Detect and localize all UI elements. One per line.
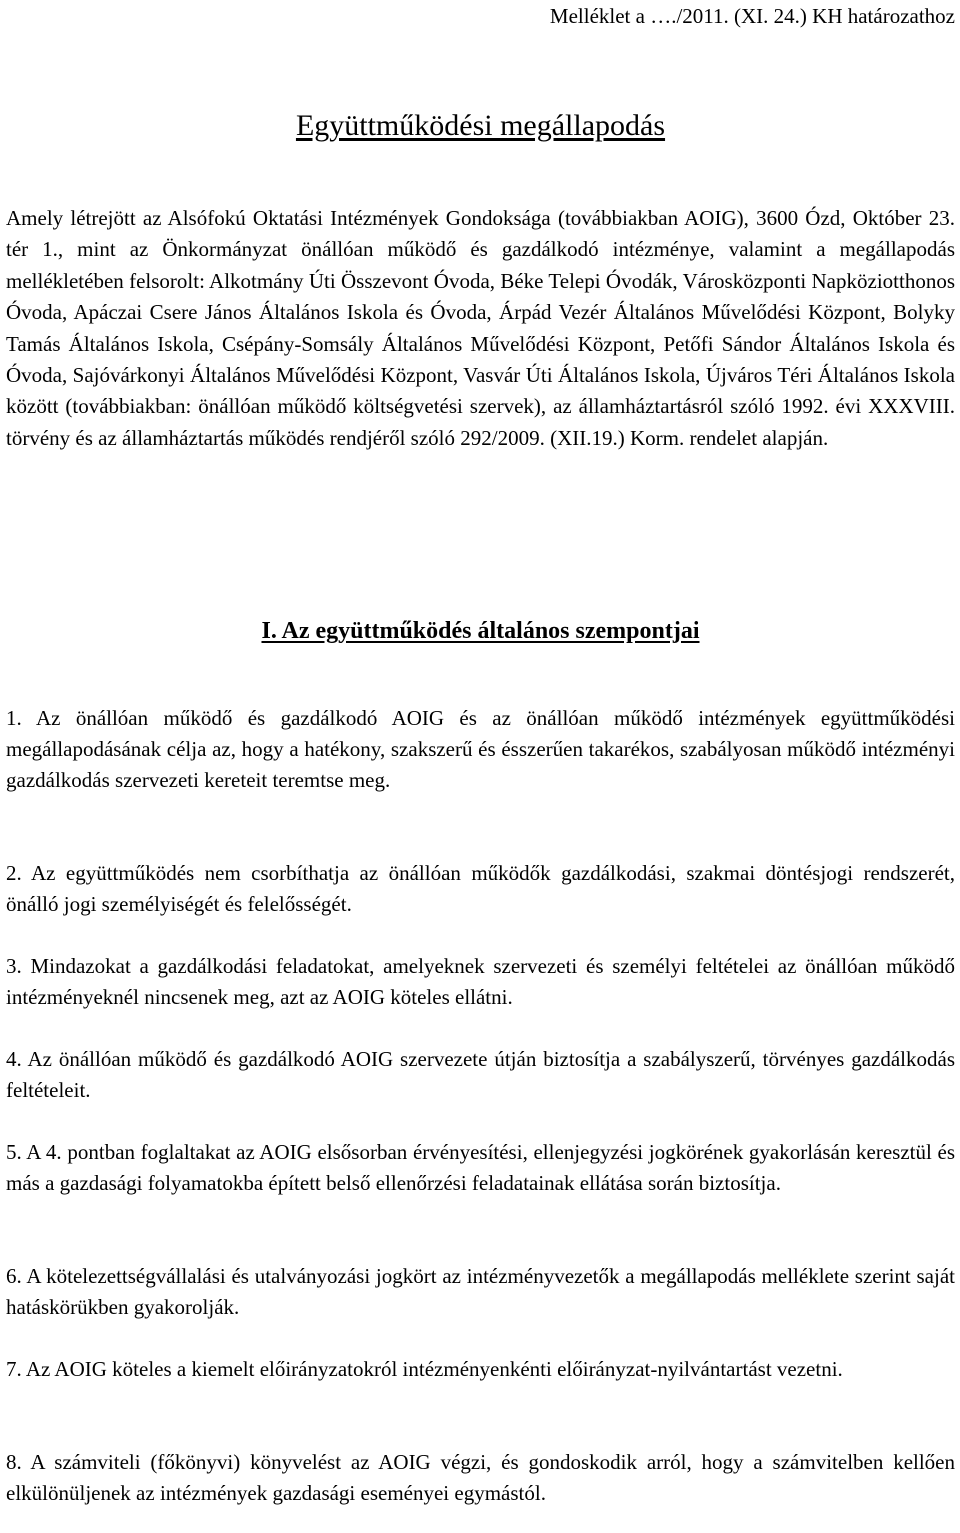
clause-4: 4. Az önállóan működő és gazdálkodó AOIG szervezete útján biztosítja a szabályszerű, törvényes gazdálkodás feltételeit. (6, 1047, 955, 1102)
attachment-note: Melléklet a …./2011. (XI. 24.) KH határozathoz (549, 4, 955, 28)
intro-paragraph: Amely létrejött az Alsófokú Oktatási Intézmények Gondoksága (továbbiakban AOIG), 3600 Ózd, Október 23. tér 1., mint az Önkormányzat önállóan működő és gazdálkodó intézménye, valamint a megállapodás mellékletében felsorolt: Alkotmány Úti Összevont Óvoda, Béke Telepi Óvodák, Városközponti Napköziotthonos Óvoda, Apáczai Csere János Általános Iskola és Óvoda, Árpád Vezér Általános Művelődési Központ, Bolyky Tamás Általános Iskola, Csépány-Somsály Általános Művelődési Központ, Petőfi Sándor Általános Iskola és Óvoda, Sajóvárkonyi Általános Művelődési Központ, Vasvár Úti Általános Iskola, Újváros Téri Általános Iskola között (továbbiakban: önállóan működő költségvetési szervek), az államháztartásról szóló 1992. évi XXXVIII. törvény és az államháztartás működés rendjéről szóló 292/2009. (XII.19.) Korm. rendelet alapján. (6, 206, 955, 450)
clause-5: 5. A 4. pontban foglaltakat az AOIG elsősorban érvényesítési, ellenjegyzési jogkörének gyakorlásán keresztül és más a gazdasági folyamatokba épített belső ellenőrzési feladatainak ellátása során biztosítja. (6, 1140, 955, 1195)
section-title: I. Az együttműködés általános szempontjai (261, 618, 700, 644)
clause-7: 7. Az AOIG köteles a kiemelt előirányzatokról intézményenkénti előirányzat-nyilvántartást vezetni. (6, 1357, 843, 1381)
clause-2: 2. Az együttműködés nem csorbíthatja az önállóan működők gazdálkodási, szakmai döntésjogi rendszerét, önálló jogi személyiségét és felelősségét. (6, 861, 955, 916)
document-title: Együttműködési megállapodás (295, 109, 666, 142)
clause-6: 6. A kötelezettségvállalási és utalványozási jogkört az intézményvezetők a megállapodás melléklete szerint saját hatáskörükben gyakorolják. (6, 1264, 955, 1319)
clause-1: 1. Az önállóan működő és gazdálkodó AOIG és az önállóan működő intézmények együttműködési megállapodásának célja az, hogy a hatékony, szakszerű és ésszerűen takarékos, szabályosan működő intézményi gazdálkodás szervezeti kereteit teremtse meg. (6, 706, 955, 792)
clause-3: 3. Mindazokat a gazdálkodási feladatokat, amelyeknek szervezeti és személyi feltételei az önállóan működő intézményeknél nincsenek meg, azt az AOIG köteles ellátni. (6, 954, 955, 1009)
clause-8: 8. A számviteli (főkönyvi) könyvelést az AOIG végzi, és gondoskodik arról, hogy a számvitelben kellően elkülönüljenek az intézmények gazdasági eseményei egymástól. (6, 1450, 955, 1505)
